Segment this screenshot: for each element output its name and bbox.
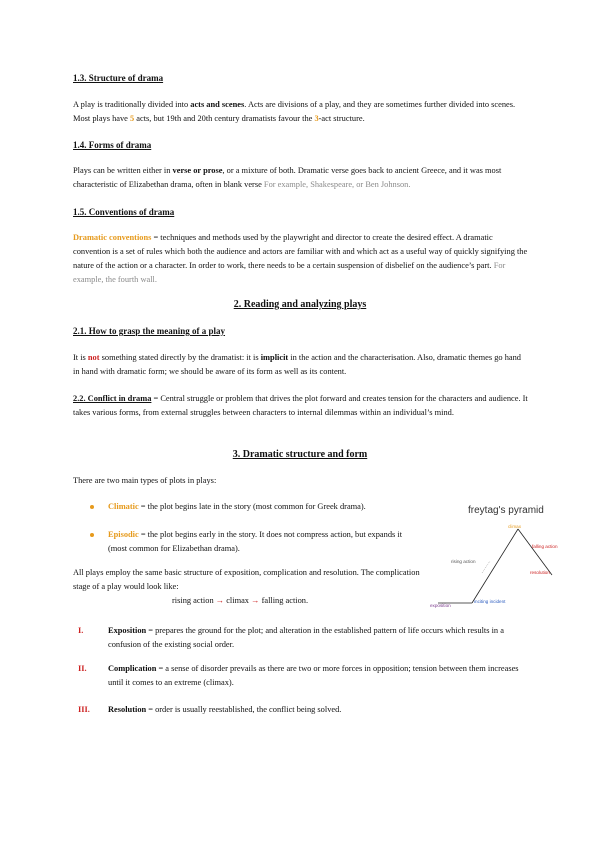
list-item-text: [108, 500, 420, 514]
paragraph-structure-of-drama: [73, 98, 529, 126]
text-run: rising action: [172, 596, 214, 605]
highlight-term: Episodic: [108, 530, 139, 539]
bold-term: acts and scenes: [190, 100, 245, 109]
text-run: , or a mixture of both. Dramatic verse goes back to ancient Greece, and it was most characteristic of Elizabethan drama, often in blank verse: [73, 166, 502, 189]
bold-term: Resolution: [108, 705, 147, 714]
highlight-term: Dramatic conventions: [73, 233, 152, 242]
stage-exposition: [78, 624, 528, 654]
paragraph-basic-structure: All plays employ the same basic structure of exposition, complication and resolution. The complication stage of a play would look like:: [73, 568, 420, 591]
roman-numeral: I.: [78, 626, 84, 635]
diagram-title: freytag's pyramid: [468, 505, 544, 516]
list-item-text: [108, 528, 420, 556]
highlight-term: Climatic: [108, 502, 139, 511]
highlight-number: 3: [314, 114, 319, 123]
text-run: = the plot begins late in the story (most common for Greek drama).: [138, 502, 366, 511]
bold-term: Complication: [108, 664, 157, 673]
paragraph-plot-types-intro: There are two main types of plots in plays:: [73, 476, 217, 485]
arrow-icon: →: [251, 596, 260, 605]
paragraph-conflict-in-drama: [73, 392, 529, 420]
text-run: in the action and the characterisation. Also, dramatic themes go hand in hand with dramatic form; we should be aware of its form as well as its content.: [73, 353, 521, 376]
bullet-icon: [90, 533, 94, 537]
example-note: For example, the fourth wall.: [73, 261, 506, 284]
stage-text: [108, 624, 528, 652]
text-run: acts, but 19th and 20th century dramatists favour the: [134, 114, 315, 123]
highlight-word: not: [87, 353, 100, 362]
text-run: A play is traditionally divided into: [73, 100, 191, 109]
paragraph-forms-of-drama: [73, 164, 529, 192]
rising-dash: [482, 561, 490, 573]
label-exposition: exposition: [430, 603, 451, 608]
paragraph-conventions-of-drama: [73, 231, 529, 287]
label-rising-action: rising action: [451, 559, 476, 564]
text-run: = prepares the ground for the plot; and alteration in the established pattern of life occurs which results in a confusion of the existing social order.: [108, 626, 504, 649]
stage-resolution: [78, 703, 528, 719]
text-run: = order is usually reestablished, the conflict being solved.: [146, 705, 342, 714]
text-run: falling action.: [261, 596, 309, 605]
stage-text: [108, 662, 528, 690]
example-note: For example, Shakespeare, or Ben Johnson.: [263, 180, 411, 189]
bold-term: 2.2. Conflict in drama: [73, 394, 152, 403]
text-run: = a sense of disorder prevails as there are two or more forces in opposition; tension between them increases until it comes to an extreme (climax).: [108, 664, 519, 687]
label-falling-action: falling action: [532, 544, 558, 549]
text-run: -act structure.: [318, 114, 365, 123]
text-run: = Central struggle or problem that drives the plot forward and creates tension for the characters and audience. It takes various forms, from external struggles between characters to internal dilemmas within an individual’s mind.: [73, 394, 528, 417]
heading-grasp-meaning: 2.1. How to grasp the meaning of a play: [73, 326, 226, 336]
complication-sequence: [172, 596, 308, 605]
heading-structure-of-drama: 1.3. Structure of drama: [73, 73, 164, 83]
list-item-climatic: [90, 500, 420, 516]
arrow-icon: →: [215, 596, 225, 605]
label-climax: climax: [508, 524, 522, 529]
falling-line: [518, 529, 552, 575]
text-run: = the plot begins early in the story. It does not compress action, but expands it (most common for Elizabethan drama).: [108, 530, 403, 553]
label-inciting-incident: inciting incident: [474, 599, 506, 604]
bold-term: verse or prose: [172, 166, 223, 175]
stage-complication: [78, 662, 528, 692]
heading-dramatic-structure-and-form: 3. Dramatic structure and form: [232, 449, 368, 460]
list-item-episodic: [90, 528, 420, 558]
text-run: = techniques and methods used by the playwright and director to create the desired effect. A dramatic convention is a set of rules which both the audience and actors are familiar with and which act as a useful way of quickly signifying the nature of the action or a character. In order to work, there needs to be a certain suspension of disbelief on the audience’s part.: [73, 233, 528, 270]
label-resolution: resolution: [530, 570, 550, 575]
roman-numeral: II.: [78, 664, 87, 673]
paragraph-grasp-meaning: [73, 351, 529, 379]
bullet-icon: [90, 505, 94, 509]
text-run: Plays can be written either in: [73, 166, 173, 175]
highlight-number: 5: [130, 114, 135, 123]
bold-term: Exposition: [108, 626, 147, 635]
text-run: climax: [226, 596, 249, 605]
rising-line: [472, 529, 518, 603]
text-run: . Acts are divisions of a play, and they are sometimes further divided into scenes. Most plays have: [73, 100, 516, 123]
roman-numeral: III.: [78, 705, 90, 714]
bold-term: implicit: [260, 353, 289, 362]
heading-reading-and-analyzing-plays: 2. Reading and analyzing plays: [233, 299, 367, 310]
text-run: something stated directly by the dramatist: it is: [99, 353, 261, 362]
stage-text: [108, 703, 528, 717]
text-run: It is: [73, 353, 88, 362]
heading-conventions-of-drama: 1.5. Conventions of drama: [73, 207, 175, 217]
freytag-pyramid-diagram: [420, 505, 570, 615]
heading-forms-of-drama: 1.4. Forms of drama: [73, 140, 152, 150]
